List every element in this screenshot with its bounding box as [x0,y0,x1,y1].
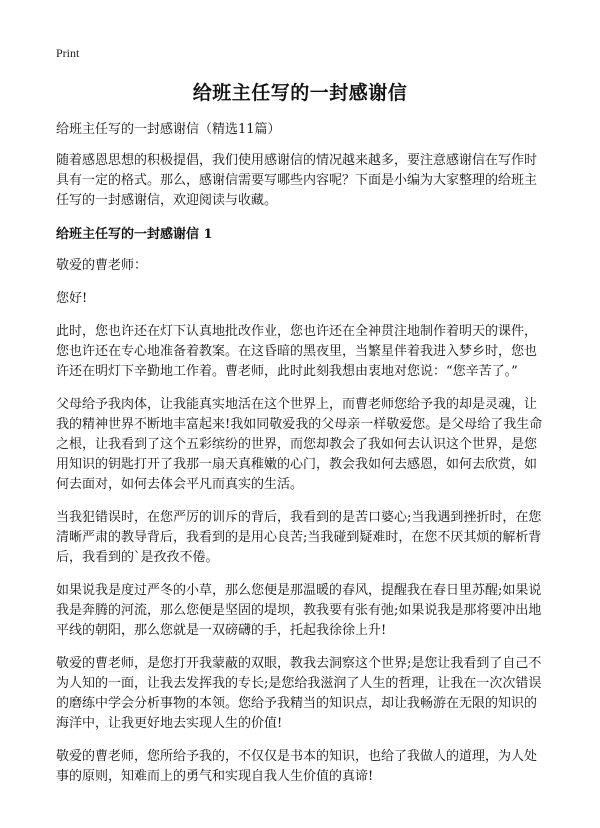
salutation: 敬爱的曹老师： [56,258,148,273]
page-title: 给班主任写的一封感谢信 [192,82,408,104]
greeting: 您好! [56,291,88,306]
body-paragraph: 敬爱的曹老师，是您打开我蒙蔽的双眼，教我去洞察这个世界;是您让我看到了自己不为人知的一面，让我去发挥我的专长;是您给我滋润了人生的哲理，让我在一次次错误的磨练中学会分析事物的本领。您给予我精当的知识点，却让我畅游在无限的知识的海洋中，让我更好地去实现人生的价值! [56,656,542,731]
document-subtitle: 给班主任写的一封感谢信（精选11篇） [56,122,281,137]
section-heading: 给班主任写的一封感谢信 1 [56,227,213,242]
body-paragraph: 当我犯错误时，在您严厉的训斥的背后，我看到的是苦口婆心;当我遇到挫折时，在您清晰严肃的教导背后，我看到的是用心良苦;当我碰到疑难时，在您不厌其烦的解析背后，我看到的`是孜孜不倦。 [56,510,542,565]
body-paragraph: 此时，您也许还在灯下认真地批改作业，您也许还在全神贯注地制作着明天的课件，您也许还在专心地准备着教案。在这昏暗的黑夜里，当繁星伴着我进入梦乡时，您也许还在明灯下辛勤地工作着。曹老师，此时此刻我想由衷地对您说：“您辛苦了。” [56,324,538,379]
body-paragraph: 敬爱的曹老师，您所给予我的，不仅仅是书本的知识，也给了我做人的道理，为人处事的原则，知难而上的勇气和实现自我人生价值的真谛! [56,749,538,784]
print-link[interactable]: Print [56,46,80,60]
intro-paragraph: 随着感恩思想的积极提倡，我们使用感谢信的情况越来越多，要注意感谢信在写作时具有一定的格式。那么，感谢信需要写哪些内容呢？下面是小编为大家整理的给班主任写的一封感谢信，欢迎阅读与收藏。 [56,153,538,208]
body-paragraph: 如果说我是度过严冬的小草，那么您便是那温暖的春风，提醒我在春日里苏醒;如果说我是奔腾的河流，那么您便是坚固的堤坝，教我要有张有弛;如果说我是那将要冲出地平线的朝阳，那么您就是一双磅礴的手，托起我徐徐上升! [56,583,542,638]
body-paragraph: 父母给予我肉体，让我能真实地活在这个世界上，而曹老师您给予我的却是灵魂，让我的精神世界不断地丰富起来!我如同敬爱我的父母亲一样敬爱您。是父母给了我生命之根，让我看到了这个五彩缤纷的世界，而您却教会了我如何去认识这个世界，是您用知识的钥匙打开了我那一扇天真稚嫩的心门，教会我如何去感恩，如何去欣赏，如何去面对，如何去体会平凡而真实的生活。 [56,397,543,492]
document-body [56,120,548,800]
